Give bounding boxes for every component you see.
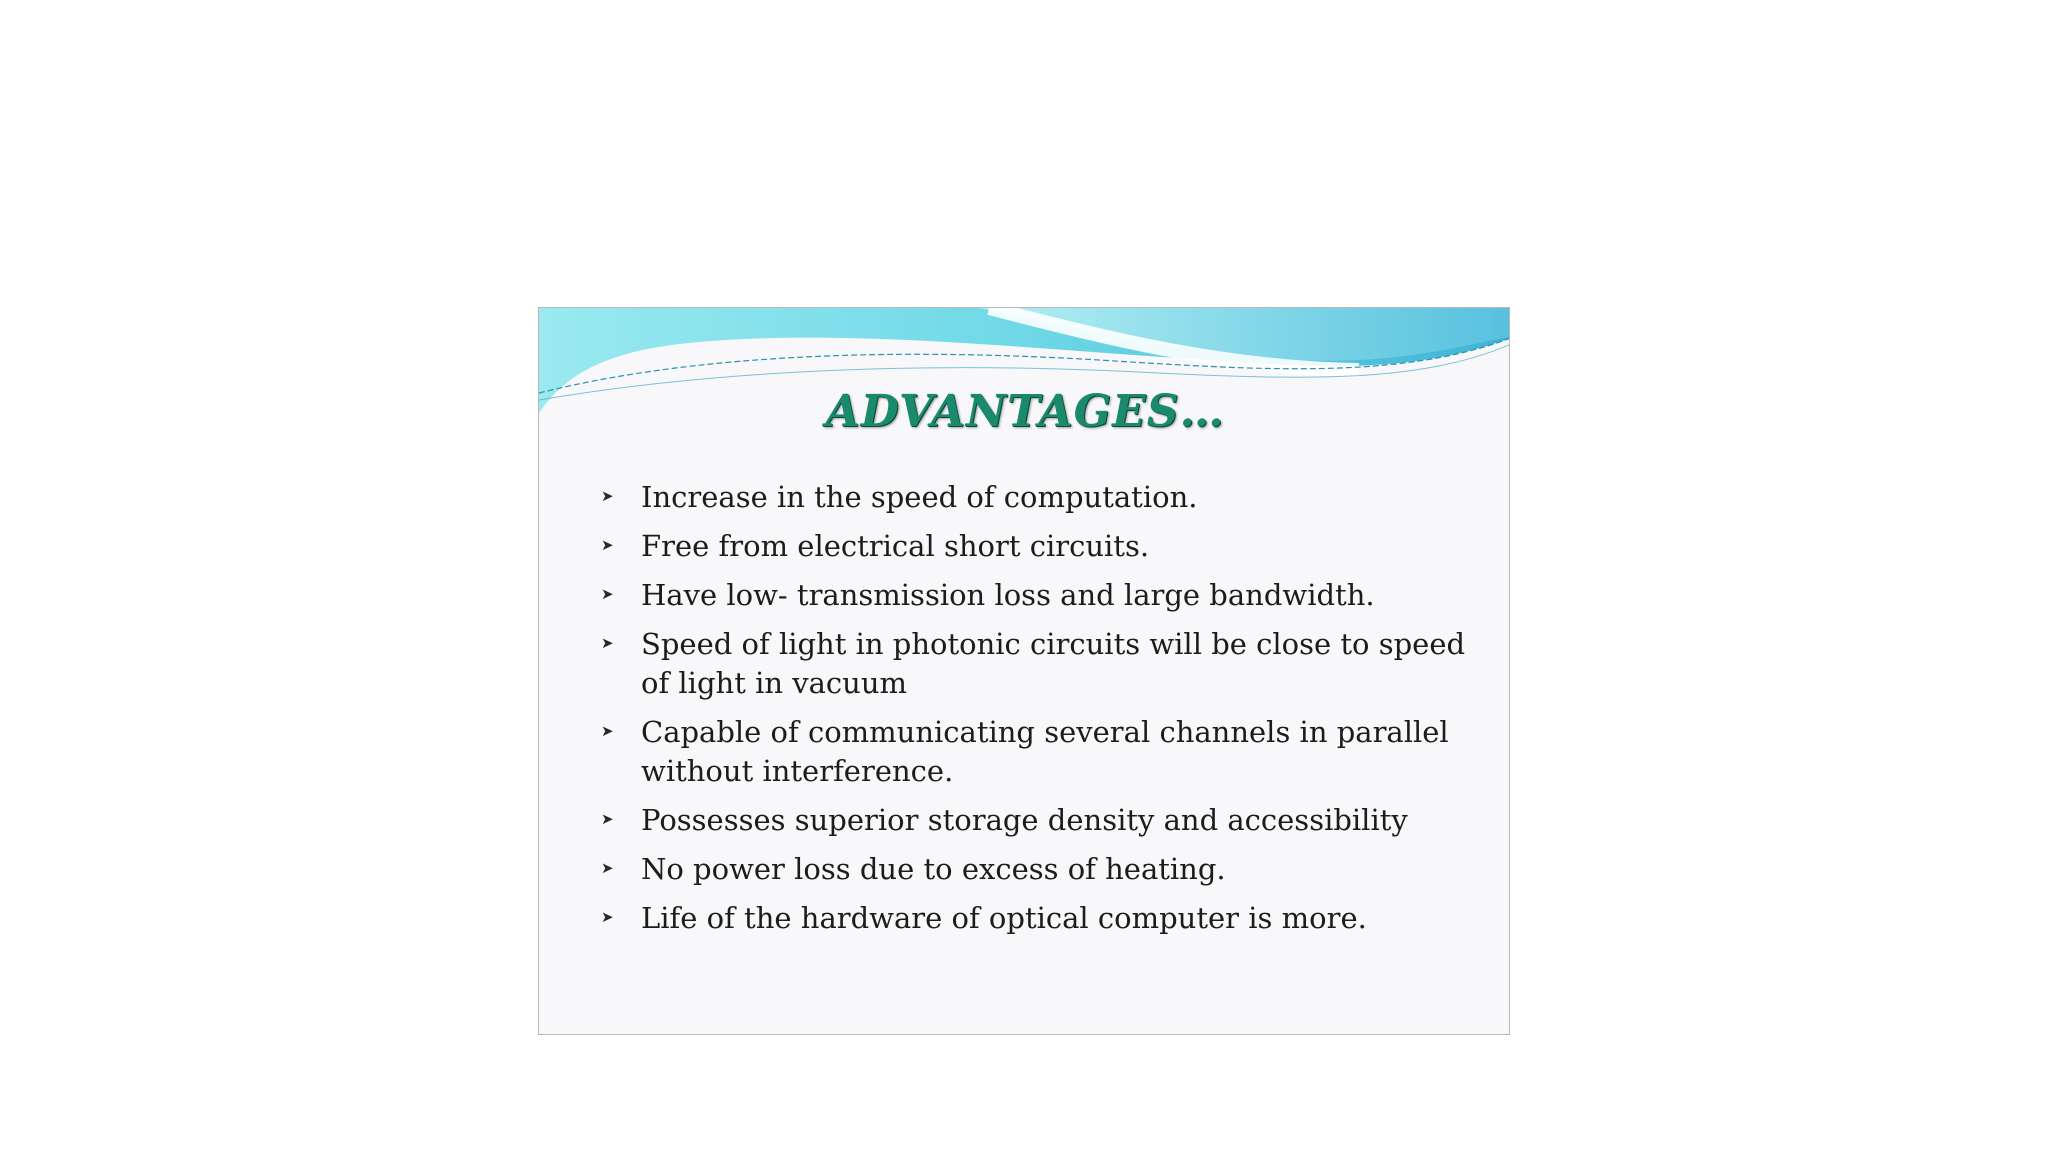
arrowhead-bullet-icon: ➤ — [601, 859, 614, 877]
bullet-item — [599, 527, 1479, 566]
bullet-item — [599, 625, 1479, 703]
arrowhead-bullet-icon: ➤ — [601, 634, 614, 652]
arrowhead-bullet-icon: ➤ — [601, 585, 614, 603]
bullet-text: Life of the hardware of optical computer is more. — [641, 901, 1367, 935]
bullet-list — [599, 478, 1479, 948]
bullet-text: Have low- transmission loss and large bandwidth. — [641, 578, 1375, 612]
bullet-text: No power loss due to excess of heating. — [641, 852, 1226, 886]
bullet-item — [599, 478, 1479, 517]
arrowhead-bullet-icon: ➤ — [601, 487, 614, 505]
slide — [538, 307, 1510, 1035]
bullet-text: Possesses superior storage density and accessibility — [641, 803, 1408, 837]
bullet-text: Speed of light in photonic circuits will be close to speed of light in vacuum — [641, 627, 1466, 700]
bullet-item — [599, 576, 1479, 615]
arrowhead-bullet-icon: ➤ — [601, 536, 614, 554]
arrowhead-bullet-icon: ➤ — [601, 810, 614, 828]
bullet-text: Capable of communicating several channels in parallel without interference. — [641, 715, 1449, 788]
slide-title: ADVANTAGES… — [825, 386, 1225, 437]
arrowhead-bullet-icon: ➤ — [601, 722, 614, 740]
arrowhead-bullet-icon: ➤ — [601, 908, 614, 926]
bullet-item — [599, 801, 1479, 840]
bullet-item — [599, 850, 1479, 889]
bullet-item — [599, 713, 1479, 791]
bullet-text: Free from electrical short circuits. — [641, 529, 1150, 563]
bullet-item — [599, 899, 1479, 938]
bullet-text: Increase in the speed of computation. — [641, 480, 1198, 514]
